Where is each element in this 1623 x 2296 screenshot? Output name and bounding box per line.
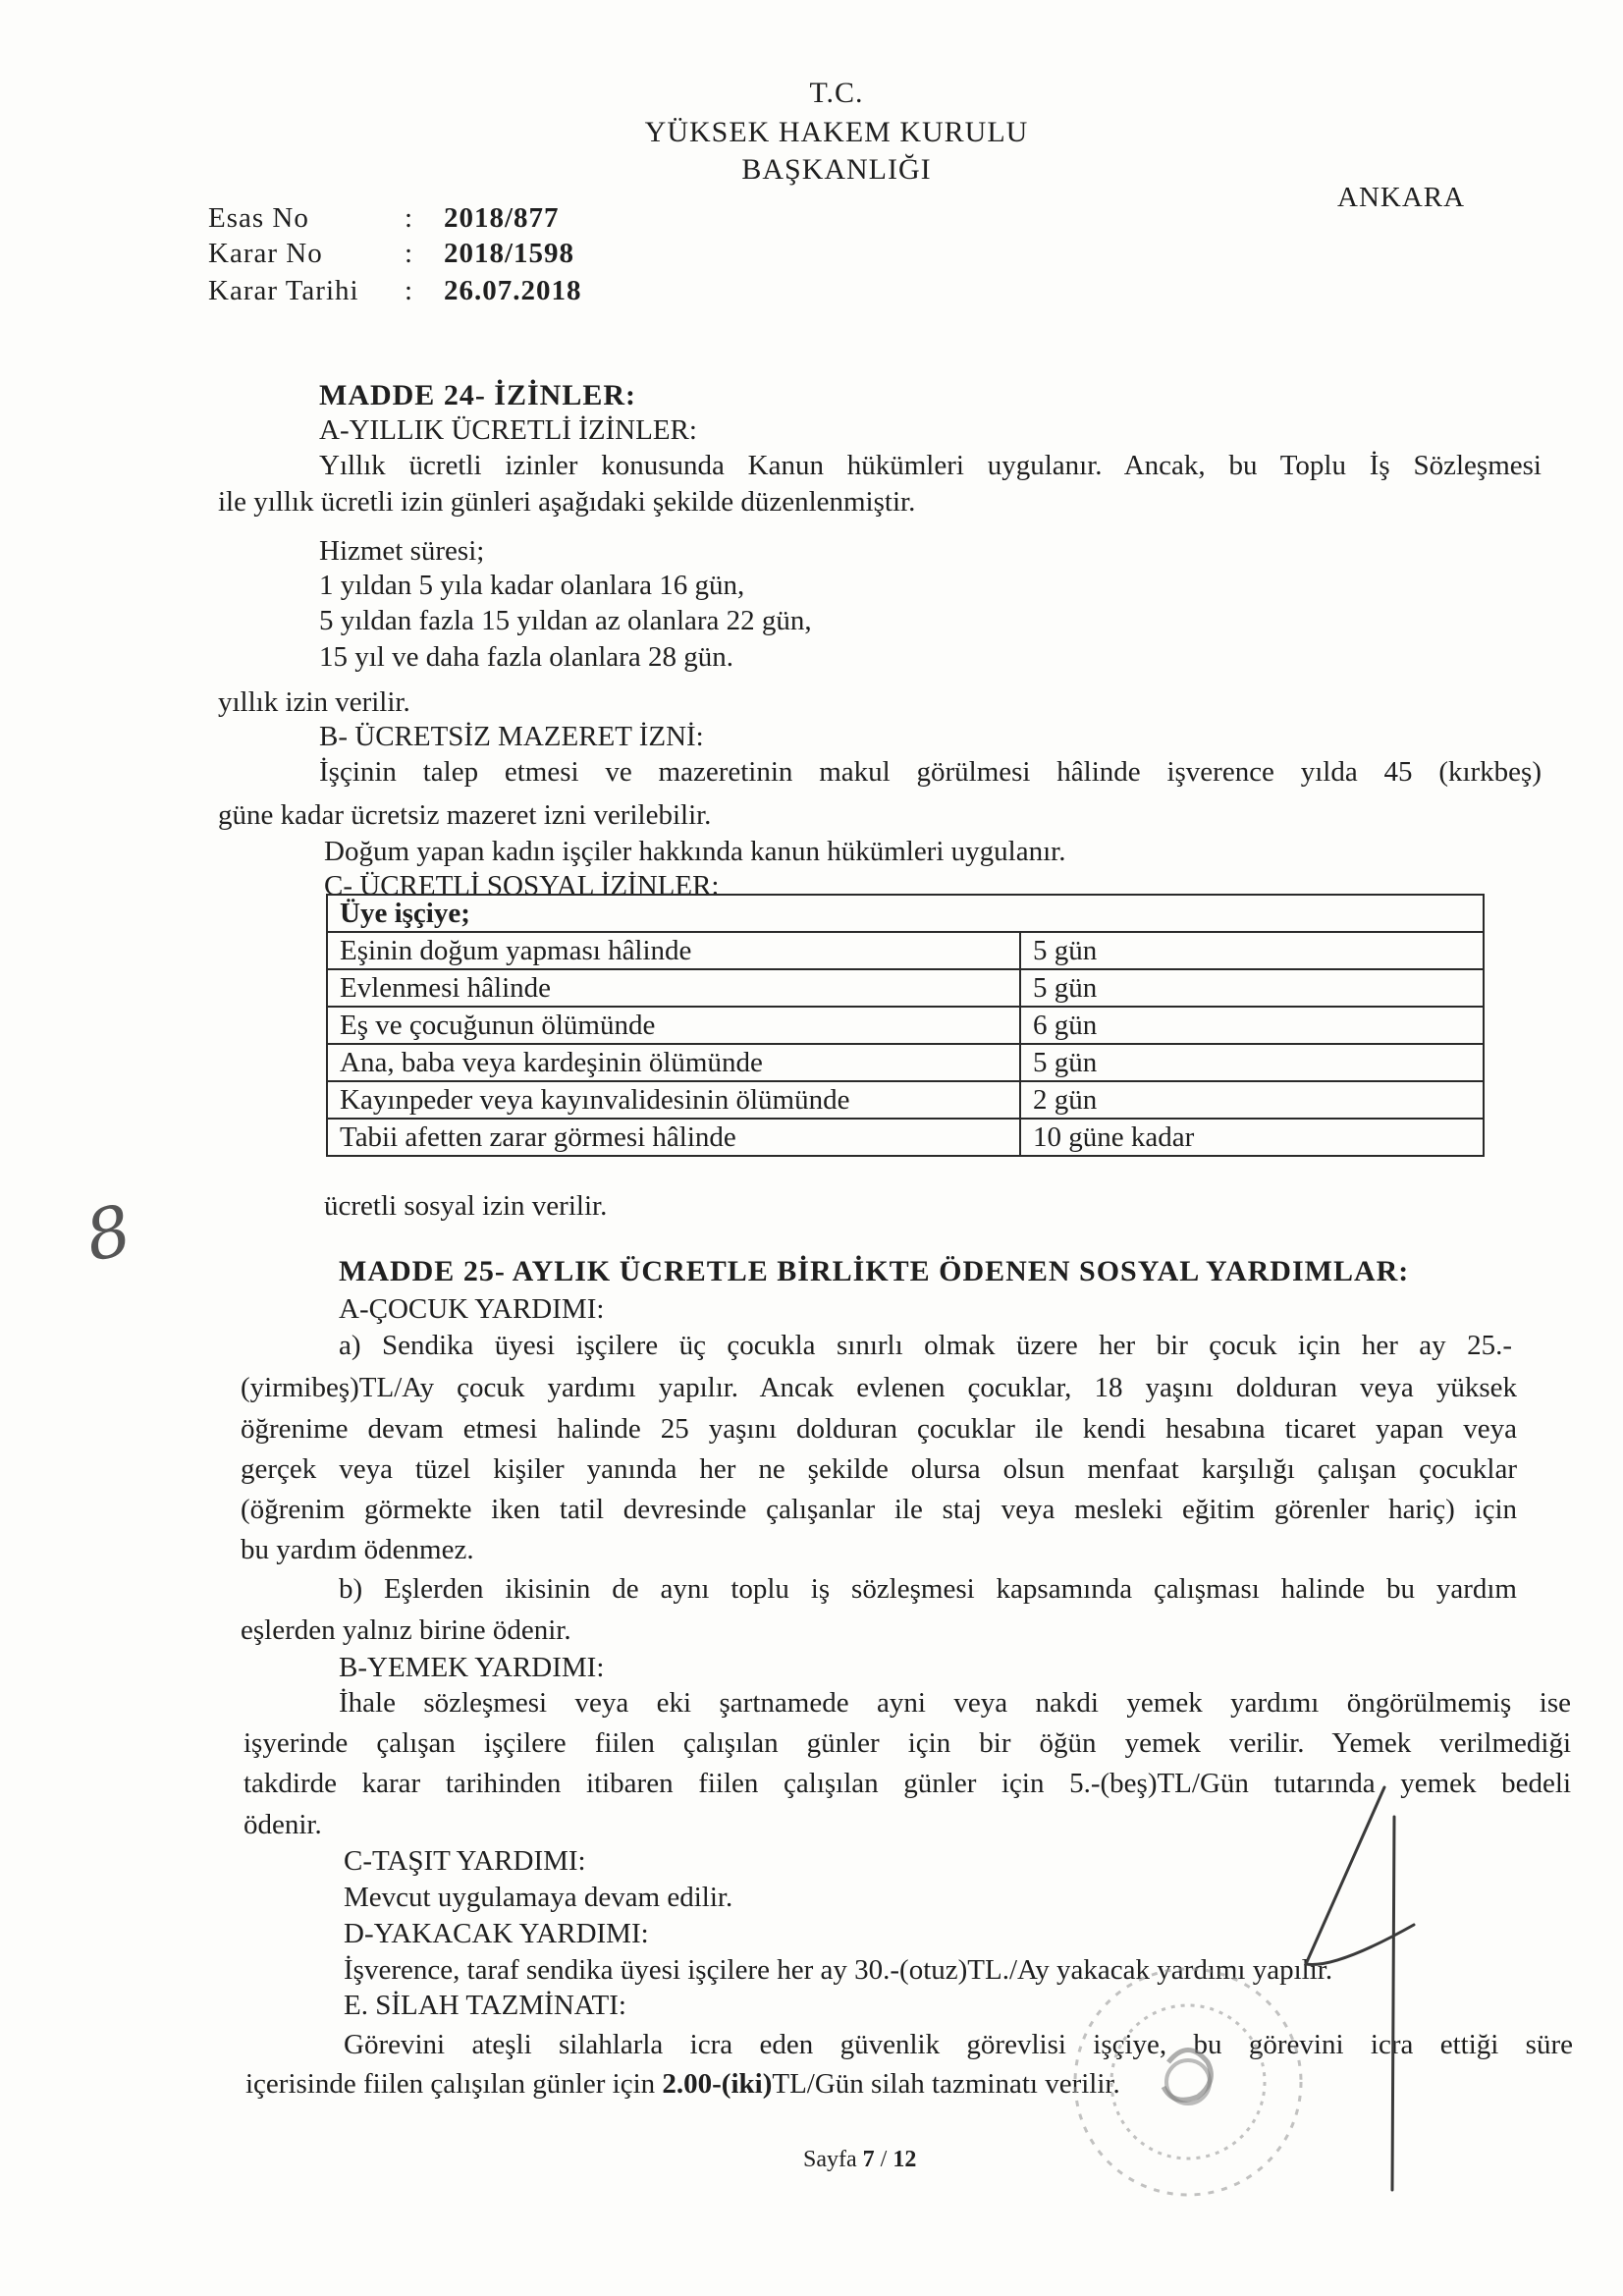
- table-header-row: [327, 895, 1484, 932]
- madde25-d-title: D-YAKACAK YARDIMI:: [344, 1918, 649, 1949]
- madde24-service-1: 1 yıldan 5 yıla kadar olanlara 16 gün,: [319, 570, 745, 601]
- table-row: [327, 969, 1484, 1007]
- meta-sep: :: [405, 275, 414, 306]
- table-row: [327, 1007, 1484, 1044]
- header-institution: YÜKSEK HAKEM KURULU: [644, 116, 1029, 148]
- madde25-a-line2: (yirmibeş)TL/Ay çocuk yardımı yapılır. Ancak evlenen çocuklar, 18 yaşını dolduran veya yüksek: [241, 1372, 1517, 1403]
- madde24-title: MADDE 24- İZİNLER:: [319, 379, 637, 411]
- meta-karar-no: [208, 238, 574, 270]
- meta-sep: :: [405, 238, 414, 269]
- madde25-a-line6: bu yardım ödenmez.: [241, 1534, 474, 1565]
- madde25-c-line1: Mevcut uygulamaya devam edilir.: [344, 1882, 733, 1913]
- madde25-a-line3: öğrenime devam etmesi halinde 25 yaşını dolduran çocuklar ile kendi hesabına ticaret yapan veya: [241, 1413, 1517, 1445]
- meta-sep: :: [405, 202, 414, 234]
- table-cell-event: Eş ve çocuğunun ölümünde: [327, 1007, 1020, 1044]
- page-number: [803, 2147, 916, 2173]
- madde25-b-line1: İhale sözleşmesi veya eki şartnamede ayni veya nakdi yemek yardımı öngörülmemiş ise: [339, 1687, 1571, 1719]
- madde25-b-line2: işyerinde çalışan işçilere fiilen çalışılan günler için bir öğün yemek verilir. Yemek verilmediği: [243, 1727, 1571, 1759]
- madde25-a-line1: a) Sendika üyesi işçilere üç çocukla sınırlı olmak üzere her bir çocuk için her ay 25.-: [339, 1330, 1512, 1361]
- meta-esas: [208, 202, 560, 235]
- madde25-e-line2: [245, 2066, 1120, 2102]
- page-sep: /: [880, 2147, 888, 2172]
- table-cell-days: 5 gün: [1020, 932, 1484, 969]
- madde25-title: MADDE 25- AYLIK ÜCRETLE BİRLİKTE ÖDENEN SOSYAL YARDIMLAR:: [339, 1255, 1410, 1287]
- e-line2-post: TL/Gün silah tazminatı verilir.: [772, 2068, 1120, 2100]
- madde24-service-3: 15 yıl ve daha fazla olanlara 28 gün.: [319, 641, 733, 673]
- madde24-b-title: B- ÜCRETSİZ MAZERET İZNİ:: [319, 721, 704, 752]
- madde25-a-b-line2: eşlerden yalnız birine ödenir.: [241, 1614, 571, 1646]
- meta-label: Karar Tarihi: [208, 275, 359, 306]
- madde24-b-line3: Doğum yapan kadın işçiler hakkında kanun hükümleri uygulanır.: [324, 836, 1066, 867]
- madde25-a-b-line1: b) Eşlerden ikisinin de aynı toplu iş sözleşmesi kapsamında çalışması halinde bu yardım: [339, 1573, 1517, 1605]
- meta-value: 2018/877: [444, 202, 560, 234]
- table-row: [327, 1119, 1484, 1156]
- table-cell-event: Eşinin doğum yapması hâlinde: [327, 932, 1020, 969]
- madde24-a-title: A-YILLIK ÜCRETLİ İZİNLER:: [319, 414, 697, 446]
- signature-icon: [1267, 1777, 1443, 2210]
- table-cell-days: 6 gün: [1020, 1007, 1484, 1044]
- madde24-service-2: 5 yıldan fazla 15 yıldan az olanlara 22 gün,: [319, 605, 812, 636]
- table-cell-event: Evlenmesi hâlinde: [327, 969, 1020, 1007]
- table-cell-event: Kayınpeder veya kayınvalidesinin ölümünde: [327, 1081, 1020, 1119]
- madde24-b-line1: İşçinin talep etmesi ve mazeretinin makul görülmesi hâlinde işverence yılda 45 (kırkbeş): [319, 756, 1542, 788]
- margin-note: 8: [78, 1189, 138, 1278]
- meta-label: Esas No: [208, 202, 309, 234]
- madde24-c-title: C- ÜCRETLİ SOSYAL İZİNLER:: [324, 870, 720, 902]
- table-cell-event: Ana, baba veya kardeşinin ölümünde: [327, 1044, 1020, 1081]
- madde24-hizmet: Hizmet süresi;: [319, 535, 485, 567]
- page-label: Sayfa: [803, 2147, 857, 2172]
- header-presidency: BAŞKANLIĞI: [741, 153, 932, 186]
- meta-label: Karar No: [208, 238, 323, 269]
- madde25-e-line1: Görevini ateşli silahlarla icra eden güvenlik görevlisi işçiye, bu görevini icra ettiği süre: [344, 2029, 1573, 2060]
- table-header-cell: Üye işçiye;: [327, 895, 1484, 932]
- table-row: [327, 932, 1484, 969]
- header-city: ANKARA: [1337, 182, 1466, 213]
- meta-value: 2018/1598: [444, 238, 575, 269]
- madde25-b-title: B-YEMEK YARDIMI:: [339, 1652, 605, 1683]
- meta-karar-tarihi: [208, 275, 582, 307]
- madde25-b-line3: takdirde karar tarihinden itibaren fiilen çalışılan günler için 5.-(beş)TL/Gün tutarında yemek bedeli: [243, 1768, 1571, 1799]
- table-row: [327, 1081, 1484, 1119]
- table-cell-days: 2 gün: [1020, 1081, 1484, 1119]
- madde25-b-line4: ödenir.: [243, 1809, 322, 1840]
- table-cell-days: 10 güne kadar: [1020, 1119, 1484, 1156]
- madde24-b-line2: güne kadar ücretsiz mazeret izni verilebilir.: [218, 799, 712, 831]
- e-line2-amount: 2.00-(iki): [662, 2068, 773, 2100]
- e-line2-pre: içerisinde fiilen çalışılan günler için: [245, 2068, 663, 2100]
- madde24-c-footer: ücretli sosyal izin verilir.: [324, 1190, 608, 1222]
- header-tc: T.C.: [809, 77, 864, 109]
- table-cell-days: 5 gün: [1020, 969, 1484, 1007]
- page-total: 12: [893, 2147, 917, 2172]
- table-cell-days: 5 gün: [1020, 1044, 1484, 1081]
- sosyal-izin-table: [326, 894, 1485, 1157]
- madde25-a-line5: (öğrenim görmekte iken tatil devresinde çalışanlar ile staj veya mesleki eğitim görenler hariç) için: [241, 1494, 1517, 1525]
- meta-value: 26.07.2018: [444, 275, 582, 306]
- page-current: 7: [862, 2147, 875, 2172]
- madde25-e-title: E. SİLAH TAZMİNATI:: [344, 1990, 626, 2021]
- madde25-d-line1: İşverence, taraf sendika üyesi işçilere her ay 30.-(otuz)TL./Ay yakacak yardımı yapılır.: [344, 1954, 1333, 1986]
- madde25-a-line4: gerçek veya tüzel kişiler yanında her ne şekilde olursa olsun menfaat karşılığı çalışan çocuklar: [241, 1453, 1517, 1485]
- madde24-verilir: yıllık izin verilir.: [218, 686, 410, 718]
- madde24-a-line2: ile yıllık ücretli izin günleri aşağıdaki şekilde düzenlenmiştir.: [218, 486, 916, 518]
- madde24-a-line1: Yıllık ücretli izinler konusunda Kanun hükümleri uygulanır. Ancak, bu Toplu İş Sözleşmesi: [319, 450, 1542, 481]
- table-row: [327, 1044, 1484, 1081]
- madde25-a-title: A-ÇOCUK YARDIMI:: [339, 1293, 605, 1325]
- madde25-c-title: C-TAŞIT YARDIMI:: [344, 1845, 586, 1877]
- table-cell-event: Tabii afetten zarar görmesi hâlinde: [327, 1119, 1020, 1156]
